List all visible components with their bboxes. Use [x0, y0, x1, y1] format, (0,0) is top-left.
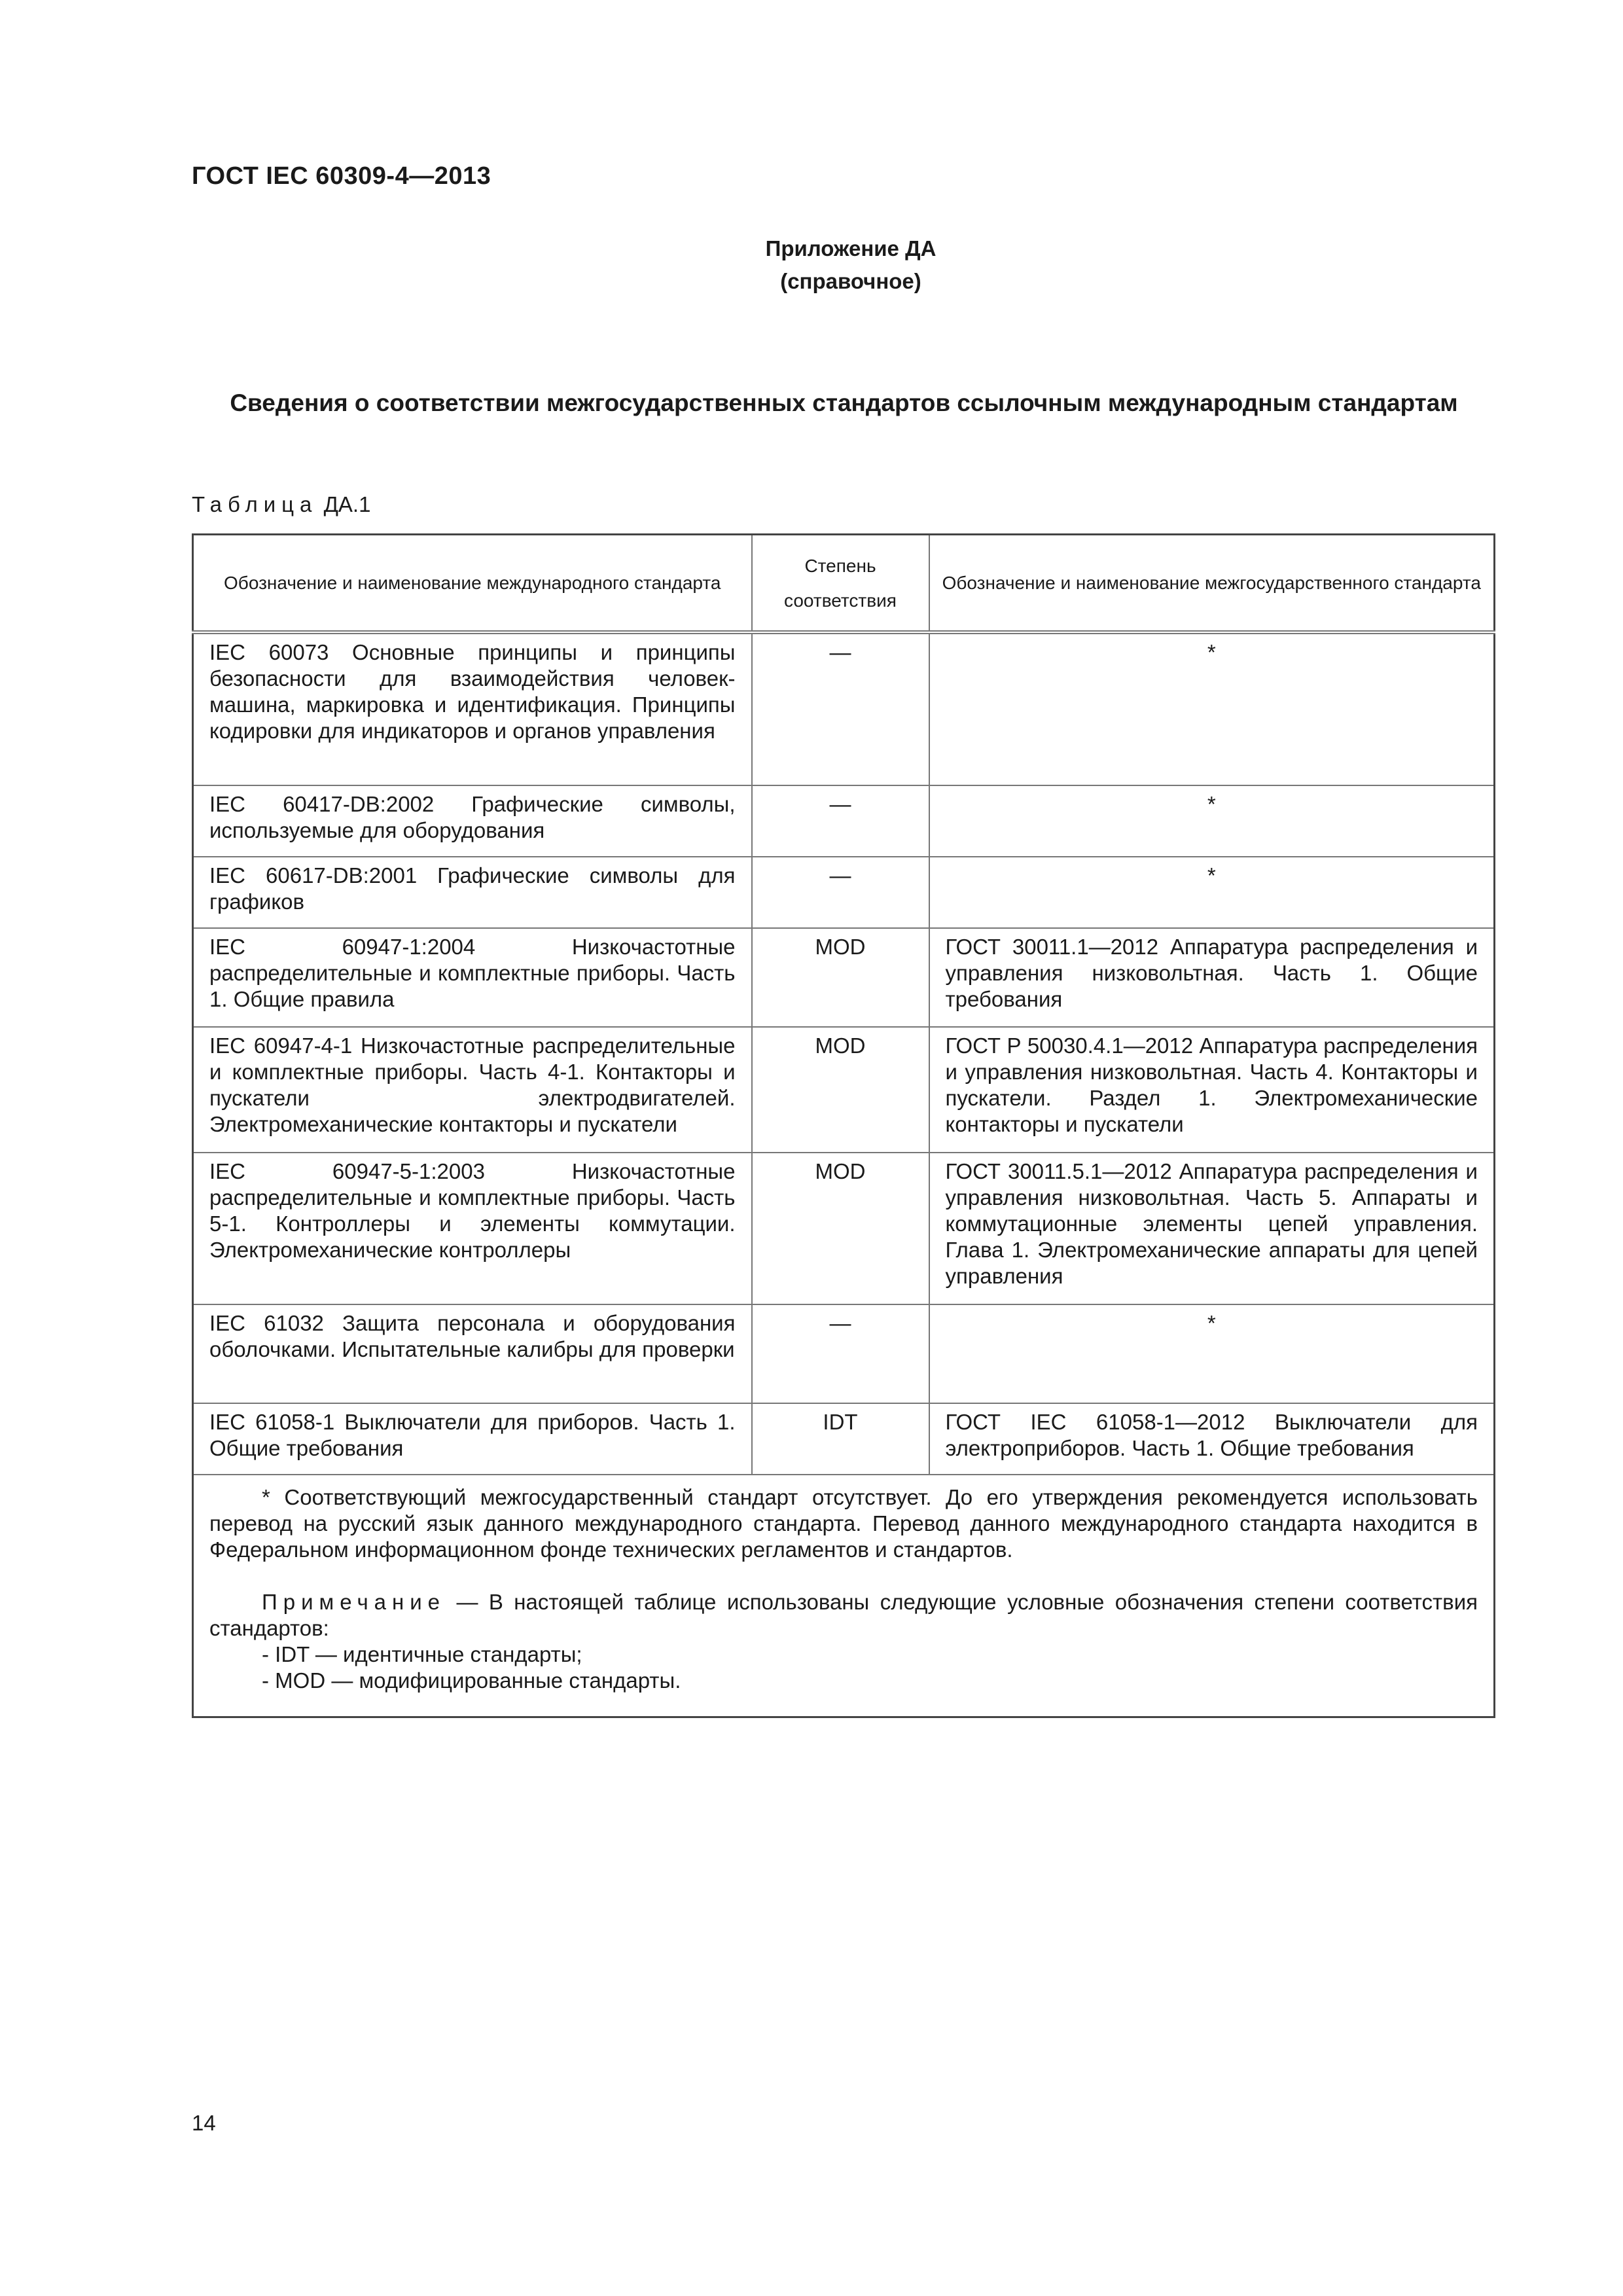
page-number: 14 — [192, 2111, 216, 2135]
table-note — [209, 1589, 1478, 1641]
note-item-mod: - MOD — модифицированные стандарты. — [262, 1668, 681, 1693]
cell-interstate-standard: * — [929, 857, 1495, 928]
correspondence-table-wrapper — [192, 533, 1493, 1718]
table-caption-word: Таблица — [192, 492, 318, 516]
note-label: Примечание — [262, 1590, 446, 1614]
cell-interstate-standard: ГОСТ Р 50030.4.1—2012 Аппаратура распределения и управления низковольтная. Часть 4. Контакторы и пускатели. Раздел 1. Электромеханические контакторы и пускатели — [929, 1027, 1495, 1153]
cell-correspondence-degree: — — [752, 632, 929, 785]
cell-international-standard: IEC 61058-1 Выключатели для приборов. Часть 1. Общие требования — [193, 1403, 752, 1475]
section-title: Сведения о соответствии межгосударственных стандартов ссылочным международным стандартам — [230, 389, 1458, 416]
cell-interstate-standard: ГОСТ 30011.1—2012 Аппаратура распределения и управления низковольтная. Часть 1. Общие требования — [929, 928, 1495, 1027]
cell-international-standard: IEC 60947-5-1:2003 Низкочастотные распределительные и комплектные приборы. Часть 5-1. Контроллеры и элементы коммутации. Электромеханические контроллеры — [193, 1153, 752, 1304]
cell-correspondence-degree: — — [752, 785, 929, 857]
cell-interstate-standard: * — [929, 785, 1495, 857]
cell-correspondence-degree: — — [752, 857, 929, 928]
cell-correspondence-degree: — — [752, 1304, 929, 1403]
document-code: ГОСТ IEC 60309-4—2013 — [192, 162, 491, 190]
table-header-row — [193, 535, 1495, 633]
cell-correspondence-degree: MOD — [752, 928, 929, 1027]
table-row — [193, 857, 1495, 928]
correspondence-table — [192, 533, 1495, 1718]
cell-correspondence-degree: MOD — [752, 1027, 929, 1153]
cell-international-standard: IEC 60073 Основные принципы и принципы безопасности для взаимодействия человек-машина, маркировка и идентификация. Принципы кодировки для индикаторов и органов управления — [193, 632, 752, 785]
table-caption — [192, 492, 370, 517]
cell-interstate-standard: * — [929, 1304, 1495, 1403]
cell-correspondence-degree: MOD — [752, 1153, 929, 1304]
table-row — [193, 632, 1495, 785]
table-footnote-cell — [193, 1475, 1495, 1717]
table-row — [193, 928, 1495, 1027]
cell-international-standard: IEC 61032 Защита персонала и оборудования оболочками. Испытательные калибры для проверки — [193, 1304, 752, 1403]
note-text: — В настоящей таблице использованы следующие условные обозначения степени соответствия стандартов: — [209, 1590, 1478, 1640]
cell-international-standard: IEC 60617-DB:2001 Графические символы для графиков — [193, 857, 752, 928]
cell-interstate-standard: ГОСТ IEC 61058-1—2012 Выключатели для электроприборов. Часть 1. Общие требования — [929, 1403, 1495, 1475]
table-caption-number: ДА.1 — [323, 492, 371, 516]
cell-correspondence-degree: IDT — [752, 1403, 929, 1475]
footnote-asterisk-text: * Соответствующий межгосударственный стандарт отсутствует. До его утверждения рекомендуется использовать перевод на русский язык данного международного стандарта. Перевод данного международного стандарта находится в Федеральном информационном фонде технических регламентов и стандартов. — [209, 1485, 1478, 1562]
table-row — [193, 1304, 1495, 1403]
cell-international-standard: IEC 60947-4-1 Низкочастотные распределительные и комплектные приборы. Часть 4-1. Контакторы и пускатели электродвигателей. Электромеханические контакторы и пускатели — [193, 1027, 752, 1153]
table-row — [193, 1153, 1495, 1304]
annex-kind: (справочное) — [780, 269, 921, 293]
column-header-interstate: Обозначение и наименование межгосударственного стандарта — [929, 535, 1495, 633]
table-footnote-row — [193, 1475, 1495, 1717]
table-row — [193, 1027, 1495, 1153]
table-row — [193, 785, 1495, 857]
cell-international-standard: IEC 60947-1:2004 Низкочастотные распределительные и комплектные приборы. Часть 1. Общие правила — [193, 928, 752, 1027]
cell-interstate-standard: * — [929, 632, 1495, 785]
column-header-degree: Степень соответствия — [752, 535, 929, 633]
table-row — [193, 1403, 1495, 1475]
cell-international-standard: IEC 60417-DB:2002 Графические символы, используемые для оборудования — [193, 785, 752, 857]
annex-title: Приложение ДА — [765, 236, 936, 260]
note-item-idt: - IDT — идентичные стандарты; — [262, 1642, 582, 1666]
cell-interstate-standard: ГОСТ 30011.5.1—2012 Аппаратура распределения и управления низковольтная. Часть 5. Аппараты и коммутационные элементы цепей управления. Глава 1. Электромеханические аппараты для цепей управления — [929, 1153, 1495, 1304]
column-header-international: Обозначение и наименование международного стандарта — [193, 535, 752, 633]
